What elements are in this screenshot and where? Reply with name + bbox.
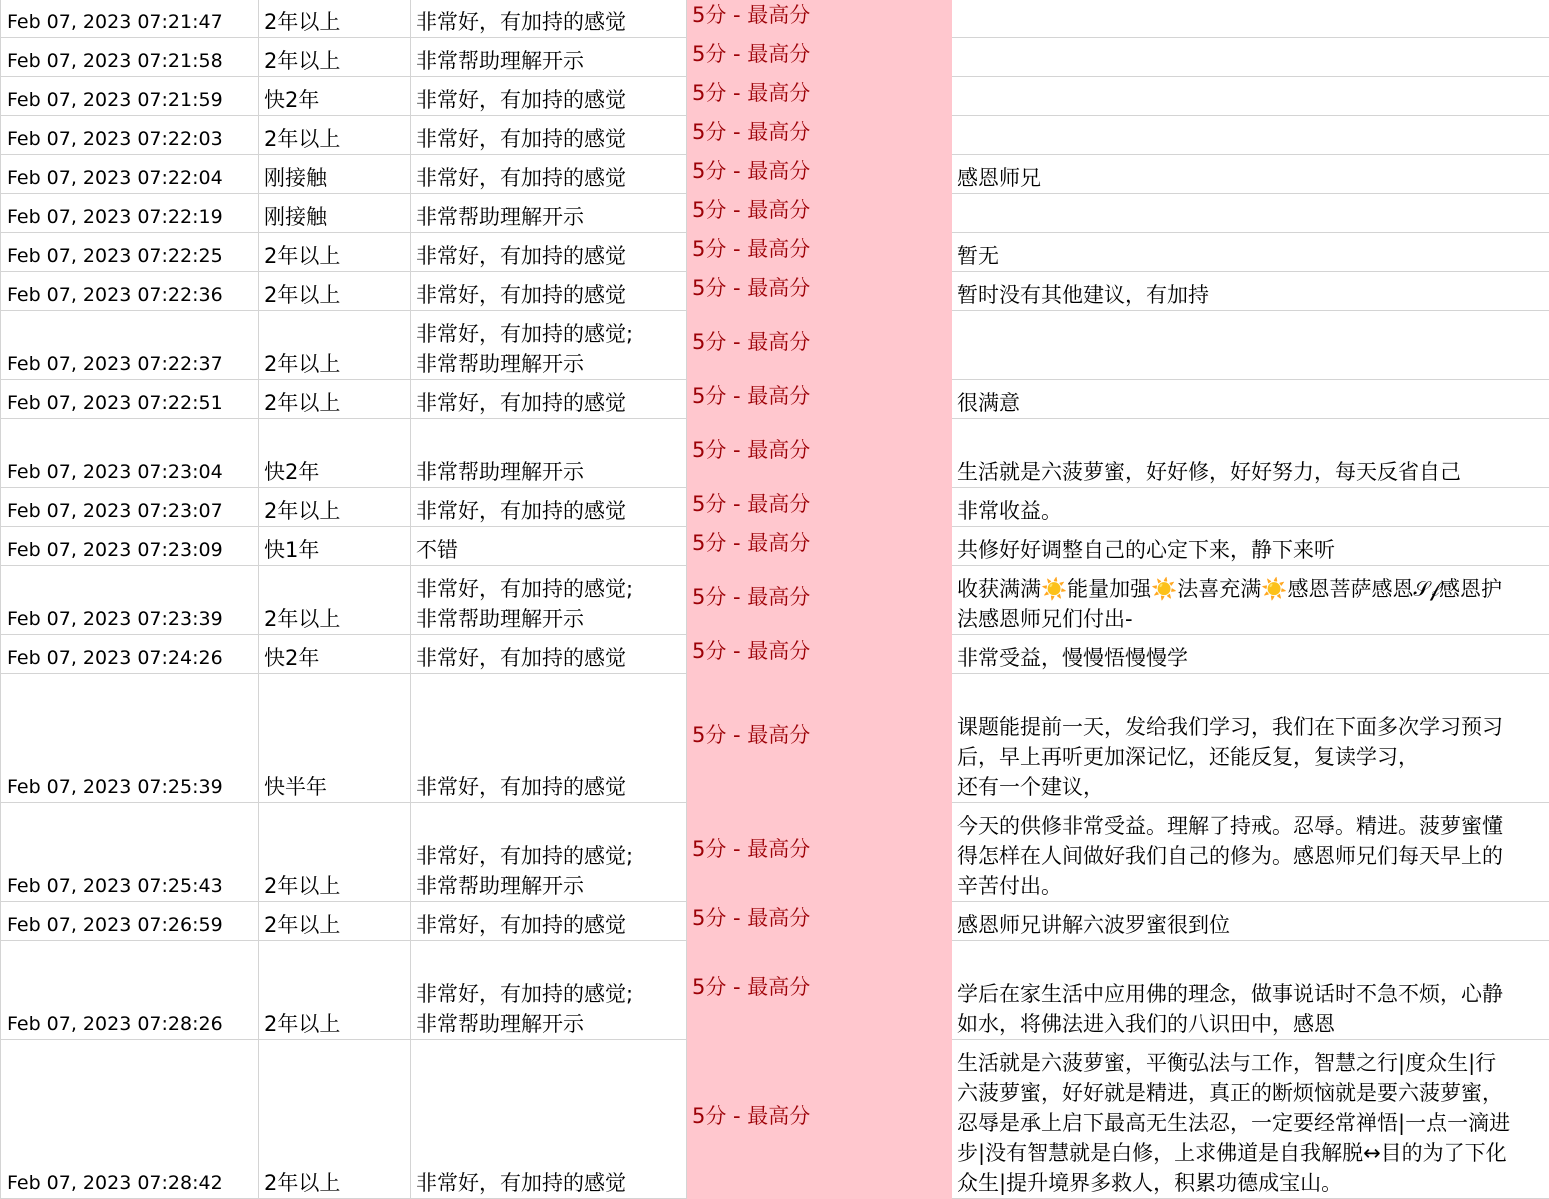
table-row[interactable]: [1, 419, 1549, 488]
feeling-cell[interactable]: 非常好，有加持的感觉: [411, 635, 687, 674]
timestamp-cell[interactable]: Feb 07, 2023 07:28:42: [1, 1040, 259, 1199]
table-row[interactable]: [1, 803, 1549, 902]
score-cell[interactable]: 5分 - 最高分: [687, 233, 952, 272]
experience-cell[interactable]: 2年以上: [259, 380, 411, 419]
comment-cell[interactable]: 生活就是六菠萝蜜，平衡弘法与工作，智慧之行|度众生|行 六菠萝蜜，好好就是精进，真正的断烦恼就是要六菠萝蜜， 忍辱是承上启下最高无生法忍，一定要经常禅悟|一点一滴进 步|没有智慧就是白修，上求佛道是自我解脱↔目的为了下化 众生|提升境界多救人，积累功德成宝山。: [952, 1040, 1549, 1199]
feeling-cell[interactable]: 非常好，有加持的感觉: [411, 272, 687, 311]
feeling-cell[interactable]: 不错: [411, 527, 687, 566]
comment-cell[interactable]: 暂无: [952, 233, 1549, 272]
experience-cell[interactable]: 2年以上: [259, 566, 411, 635]
comment-cell[interactable]: 感恩师兄讲解六波罗蜜很到位: [952, 902, 1549, 941]
feeling-cell[interactable]: 非常好，有加持的感觉: [411, 233, 687, 272]
feeling-cell[interactable]: 非常好，有加持的感觉: [411, 155, 687, 194]
table-row[interactable]: [1, 488, 1549, 527]
feeling-cell[interactable]: 非常好，有加持的感觉; 非常帮助理解开示: [411, 566, 687, 635]
table-row[interactable]: [1, 116, 1549, 155]
experience-cell[interactable]: 2年以上: [259, 311, 411, 380]
table-row[interactable]: [1, 566, 1549, 635]
score-cell[interactable]: 5分 - 最高分: [687, 311, 952, 380]
experience-cell[interactable]: 2年以上: [259, 803, 411, 902]
table-row[interactable]: [1, 380, 1549, 419]
feeling-cell[interactable]: 非常好，有加持的感觉; 非常帮助理解开示: [411, 311, 687, 380]
experience-cell[interactable]: 快2年: [259, 635, 411, 674]
timestamp-cell[interactable]: Feb 07, 2023 07:22:04: [1, 155, 259, 194]
score-cell[interactable]: 5分 - 最高分: [687, 674, 952, 803]
table-row[interactable]: [1, 155, 1549, 194]
score-cell[interactable]: 5分 - 最高分: [687, 0, 952, 38]
timestamp-cell[interactable]: Feb 07, 2023 07:22:25: [1, 233, 259, 272]
comment-cell[interactable]: 很满意: [952, 380, 1549, 419]
table-row[interactable]: [1, 527, 1549, 566]
experience-cell[interactable]: 刚接触: [259, 194, 411, 233]
score-cell[interactable]: 5分 - 最高分: [687, 803, 952, 902]
experience-cell[interactable]: 2年以上: [259, 272, 411, 311]
comment-cell[interactable]: [952, 38, 1549, 77]
timestamp-cell[interactable]: Feb 07, 2023 07:23:09: [1, 527, 259, 566]
score-cell[interactable]: 5分 - 最高分: [687, 635, 952, 674]
comment-cell[interactable]: 收获满满☀️能量加强☀️法喜充满☀️感恩菩萨感恩𝒮𝒻感恩护 法感恩师兄们付出-: [952, 566, 1549, 635]
feeling-cell[interactable]: 非常好，有加持的感觉: [411, 674, 687, 803]
table-row[interactable]: [1, 0, 1549, 38]
timestamp-cell[interactable]: Feb 07, 2023 07:26:59: [1, 902, 259, 941]
comment-cell[interactable]: 课题能提前一天，发给我们学习，我们在下面多次学习预习 后，早上再听更加深记忆，还能反复，复读学习， 还有一个建议，: [952, 674, 1549, 803]
experience-cell[interactable]: 2年以上: [259, 941, 411, 1040]
comment-cell[interactable]: [952, 311, 1549, 380]
score-cell[interactable]: 5分 - 最高分: [687, 155, 952, 194]
experience-cell[interactable]: 2年以上: [259, 233, 411, 272]
table-row[interactable]: [1, 38, 1549, 77]
experience-cell[interactable]: 2年以上: [259, 116, 411, 155]
table-row[interactable]: [1, 674, 1549, 803]
timestamp-cell[interactable]: Feb 07, 2023 07:24:26: [1, 635, 259, 674]
feeling-cell[interactable]: 非常好，有加持的感觉: [411, 0, 687, 38]
experience-cell[interactable]: 2年以上: [259, 488, 411, 527]
timestamp-cell[interactable]: Feb 07, 2023 07:21:59: [1, 77, 259, 116]
timestamp-cell[interactable]: Feb 07, 2023 07:28:26: [1, 941, 259, 1040]
timestamp-cell[interactable]: Feb 07, 2023 07:21:58: [1, 38, 259, 77]
feeling-cell[interactable]: 非常帮助理解开示: [411, 38, 687, 77]
timestamp-cell[interactable]: Feb 07, 2023 07:22:37: [1, 311, 259, 380]
feeling-cell[interactable]: 非常好，有加持的感觉: [411, 380, 687, 419]
table-row[interactable]: [1, 635, 1549, 674]
feeling-cell[interactable]: 非常好，有加持的感觉; 非常帮助理解开示: [411, 941, 687, 1040]
timestamp-cell[interactable]: Feb 07, 2023 07:22:19: [1, 194, 259, 233]
score-cell[interactable]: 5分 - 最高分: [687, 1040, 952, 1199]
timestamp-cell[interactable]: Feb 07, 2023 07:22:36: [1, 272, 259, 311]
experience-cell[interactable]: 快2年: [259, 77, 411, 116]
table-row[interactable]: [1, 272, 1549, 311]
table-row[interactable]: [1, 941, 1549, 1040]
score-cell[interactable]: 5分 - 最高分: [687, 527, 952, 566]
feeling-cell[interactable]: 非常好，有加持的感觉; 非常帮助理解开示: [411, 803, 687, 902]
feeling-cell[interactable]: 非常好，有加持的感觉: [411, 488, 687, 527]
score-cell[interactable]: 5分 - 最高分: [687, 419, 952, 488]
experience-cell[interactable]: 2年以上: [259, 902, 411, 941]
comment-cell[interactable]: [952, 77, 1549, 116]
timestamp-cell[interactable]: Feb 07, 2023 07:25:43: [1, 803, 259, 902]
comment-cell[interactable]: 今天的供修非常受益。理解了持戒。忍辱。精进。菠萝蜜懂 得怎样在人间做好我们自己的修为。感恩师兄们每天早上的 辛苦付出。: [952, 803, 1549, 902]
comment-cell[interactable]: 感恩师兄: [952, 155, 1549, 194]
experience-cell[interactable]: 快1年: [259, 527, 411, 566]
table-row[interactable]: [1, 1040, 1549, 1199]
feeling-cell[interactable]: 非常好，有加持的感觉: [411, 77, 687, 116]
experience-cell[interactable]: 2年以上: [259, 38, 411, 77]
table-row[interactable]: [1, 311, 1549, 380]
timestamp-cell[interactable]: Feb 07, 2023 07:22:03: [1, 116, 259, 155]
score-cell[interactable]: 5分 - 最高分: [687, 116, 952, 155]
experience-cell[interactable]: 2年以上: [259, 1040, 411, 1199]
score-cell[interactable]: 5分 - 最高分: [687, 941, 952, 1040]
comment-cell[interactable]: [952, 194, 1549, 233]
timestamp-cell[interactable]: Feb 07, 2023 07:23:04: [1, 419, 259, 488]
score-cell[interactable]: 5分 - 最高分: [687, 38, 952, 77]
score-cell[interactable]: 5分 - 最高分: [687, 902, 952, 941]
timestamp-cell[interactable]: Feb 07, 2023 07:23:07: [1, 488, 259, 527]
timestamp-cell[interactable]: Feb 07, 2023 07:22:51: [1, 380, 259, 419]
score-cell[interactable]: 5分 - 最高分: [687, 194, 952, 233]
comment-cell[interactable]: [952, 0, 1549, 38]
experience-cell[interactable]: 快半年: [259, 674, 411, 803]
table-row[interactable]: [1, 233, 1549, 272]
experience-cell[interactable]: 快2年: [259, 419, 411, 488]
timestamp-cell[interactable]: Feb 07, 2023 07:23:39: [1, 566, 259, 635]
table-row[interactable]: [1, 77, 1549, 116]
score-cell[interactable]: 5分 - 最高分: [687, 272, 952, 311]
feeling-cell[interactable]: 非常帮助理解开示: [411, 194, 687, 233]
feeling-cell[interactable]: 非常好，有加持的感觉: [411, 902, 687, 941]
timestamp-cell[interactable]: Feb 07, 2023 07:25:39: [1, 674, 259, 803]
comment-cell[interactable]: 共修好好调整自己的心定下来，静下来听: [952, 527, 1549, 566]
score-cell[interactable]: 5分 - 最高分: [687, 77, 952, 116]
table-row[interactable]: [1, 194, 1549, 233]
feeling-cell[interactable]: 非常好，有加持的感觉: [411, 1040, 687, 1199]
score-cell[interactable]: 5分 - 最高分: [687, 566, 952, 635]
comment-cell[interactable]: 非常收益。: [952, 488, 1549, 527]
table-body: [1, 0, 1549, 1199]
comment-cell[interactable]: 暂时没有其他建议，有加持: [952, 272, 1549, 311]
feeling-cell[interactable]: 非常好，有加持的感觉: [411, 116, 687, 155]
experience-cell[interactable]: 刚接触: [259, 155, 411, 194]
score-cell[interactable]: 5分 - 最高分: [687, 380, 952, 419]
experience-cell[interactable]: 2年以上: [259, 0, 411, 38]
comment-cell[interactable]: 学后在家生活中应用佛的理念，做事说话时不急不烦，心静 如水，将佛法进入我们的八识田中，感恩: [952, 941, 1549, 1040]
comment-cell[interactable]: 生活就是六菠萝蜜，好好修，好好努力，每天反省自己: [952, 419, 1549, 488]
comment-cell[interactable]: 非常受益，慢慢悟慢慢学: [952, 635, 1549, 674]
score-cell[interactable]: 5分 - 最高分: [687, 488, 952, 527]
table-row[interactable]: [1, 902, 1549, 941]
comment-cell[interactable]: [952, 116, 1549, 155]
feeling-cell[interactable]: 非常帮助理解开示: [411, 419, 687, 488]
timestamp-cell[interactable]: Feb 07, 2023 07:21:47: [1, 0, 259, 38]
